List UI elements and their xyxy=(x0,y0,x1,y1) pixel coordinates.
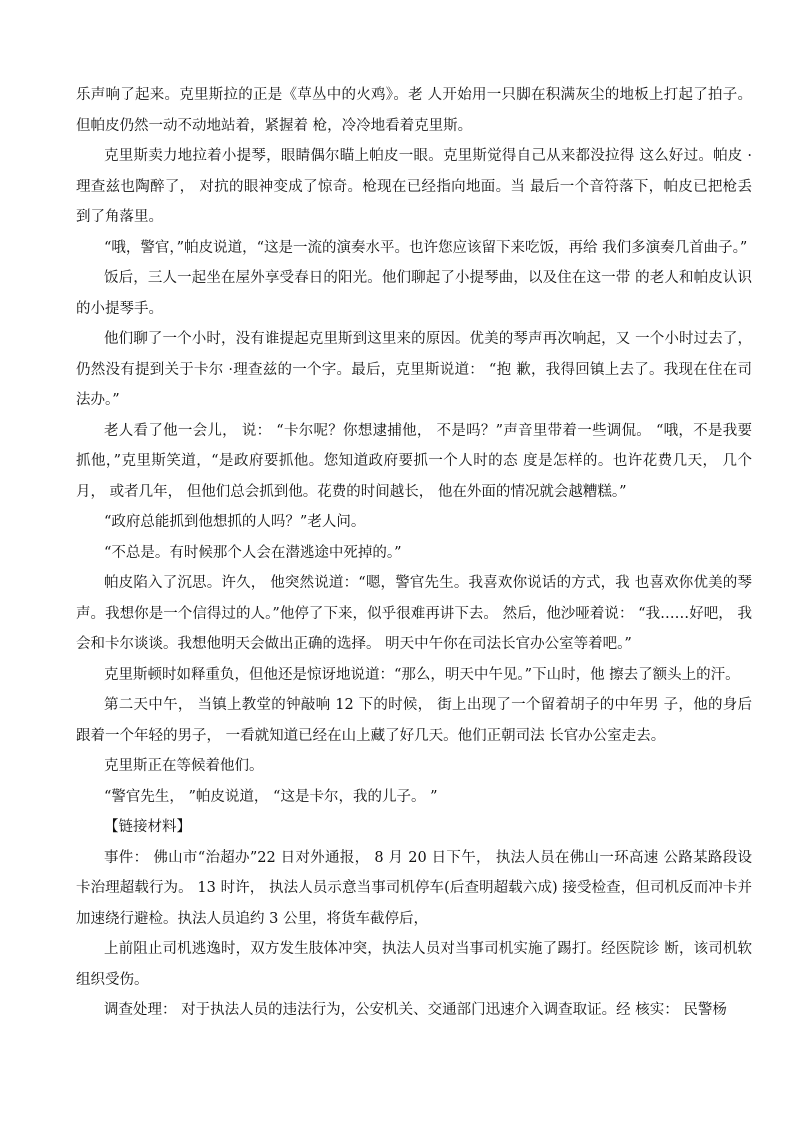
paragraph: 乐声响了起来。克里斯拉的正是《草丛中的火鸡》。老 人开始用一只脚在积满灰尘的地板上打起了拍子。但帕皮仍然一动不动地站着，紧握着 枪，冷冷地看着克里斯。 xyxy=(76,87,752,134)
paragraph: 老人看了他一会儿， 说： “卡尔呢？你想逮捕他， 不是吗？”声音里带着一些调侃。 “哦，不是我要抓他，”克里斯笑道，“是政府要抓他。您知道政府要抓一个人时的态 度是怎样的。也许花费几天， 几个月， 或者几年， 但他们总会抓到他。花费的时间越长， 他在外面的情况就会越糟糕。” xyxy=(76,422,752,500)
paragraph: 克里斯卖力地拉着小提琴，眼睛偶尔瞄上帕皮一眼。克里斯觉得自己从来都没拉得 这么好过。帕皮 ·理查兹也陶醉了， 对抗的眼神变成了惊奇。枪现在已经指向地面。当 最后一个音符落下，帕皮已把枪丢到了角落里。 xyxy=(76,148,752,225)
paragraph: 第二天中午， 当镇上教堂的钟敲响 12 下的时候， 街上出现了一个留着胡子的中年男 子，他的身后跟着一个年轻的男子， 一看就知道已经在山上藏了好几天。他们正朝司法 长官办公室走去。 xyxy=(76,697,752,744)
document-page xyxy=(76,80,752,1026)
paragraph: “不总是。有时候那个人会在潜逃途中死掉的。” xyxy=(104,544,402,561)
paragraph: 上前阻止司机逃逸时，双方发生肢体冲突，执法人员对当事司机实施了踢打。经医院诊 断，该司机软组织受伤。 xyxy=(76,941,752,988)
paragraph: 克里斯顿时如释重负，但他还是惊讶地说道：“那么，明天中午见。”下山时，他 擦去了额头上的汗。 xyxy=(104,666,740,683)
paragraph: 事件： 佛山市“治超办”22 日对外通报， 8 月 20 日下午， 执法人员在佛山一环高速 公路某路段设卡治理超载行为。 13 时许， 执法人员示意当事司机停车(后查明超载六成) 接受检查，但司机反而冲卡并加速绕行避检。执法人员追约 3 公里，将货车截停后， xyxy=(76,849,752,927)
paragraph: 他们聊了一个小时，没有谁提起克里斯到这里来的原因。优美的琴声再次响起，又 一个小时过去了，仍然没有提到关于卡尔 ·理查兹的一个字。最后，克里斯说道： “抱 歉，我得回镇上去了。我现在住在司法办。” xyxy=(76,331,752,408)
paragraph: “哦，警官，”帕皮说道，“这是一流的演奏水平。也许您应该留下来吃饭，再给 我们多演奏几首曲子。” xyxy=(104,239,748,256)
paragraph: 帕皮陷入了沉思。许久， 他突然说道：“嗯，警官先生。我喜欢你说话的方式，我 也喜欢你优美的琴声。我想你是一个信得过的人。”他停了下来，似乎很难再讲下去。 然后，他沙哑着说： “我……好吧， 我会和卡尔谈谈。我想他明天会做出正确的选择。 明天中午你在司法长官办公室等着吧。” xyxy=(76,575,752,652)
paragraph: 克里斯正在等候着他们。 xyxy=(104,758,264,774)
paragraph: 饭后，三人一起坐在屋外享受春日的阳光。他们聊起了小提琴曲，以及住在这一带 的老人和帕皮认识的小提琴手。 xyxy=(76,270,752,317)
paragraph: “警官先生， ”帕皮说道， “这是卡尔，我的儿子。 ” xyxy=(104,788,438,805)
paragraph: 调查处理： 对于执法人员的违法行为，公安机关、交通部门迅速介入调查取证。经 核实： 民警杨 xyxy=(104,1002,727,1018)
section-heading: 【链接材料】 xyxy=(104,819,191,835)
paragraph: “政府总能抓到他想抓的人吗？”老人问。 xyxy=(104,514,366,530)
